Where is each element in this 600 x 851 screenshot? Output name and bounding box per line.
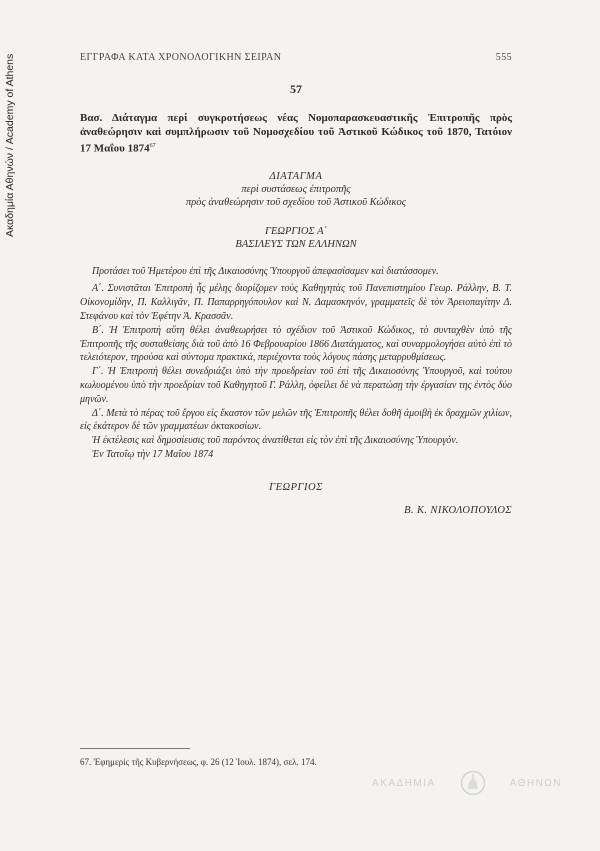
decree-paragraph: Προτάσει τοῦ Ἡμετέρου ἐπὶ τῆς Δικαιοσύνης Ὑπουργοῦ ἀπεφασίσαμεν καὶ διατάσσομεν. [92, 265, 439, 277]
decree-paragraph: Α΄. Συνιστᾶται Ἐπιτροπὴ ἧς μέλης διορίζομεν τοὺς Καθηγητὰς τοῦ Πανεπιστημίου Γεωρ. Ράλλην, Β. Τ. Οἰκονομίδην, Π. Καλλιγᾶν, Π. Παπαρρηγόπουλον καὶ Ν. Δαμασκηνόν, γραμματεῖς δὲ τὸν Ἀρειοπαγίτην Δ. Στεφάνου καὶ τὸν Ἐφέτην Ἀ. Κρασσᾶν. [80, 283, 512, 323]
signature-king: ΓΕΩΡΓΙΟΣ [269, 481, 323, 493]
signature-minister: Β. Κ. ΝΙΚΟΛΟΠΟΥΛΟΣ [404, 504, 512, 516]
watermark-right-word: ΑΘΗΝΩΝ [509, 777, 562, 789]
king-name: ΓΕΩΡΓΙΟΣ Α΄ [264, 225, 328, 237]
decree-date-line: Ἐν Τατοΐῳ τὴν 17 Μαΐου 1874 [92, 449, 214, 461]
archive-side-label: Ακαδημία Αθηνών / Academy of Athens [4, 53, 16, 237]
page-number: 555 [495, 52, 512, 63]
king-title: ΒΑΣΙΛΕΥΣ ΤΩΝ ΕΛΛΗΝΩΝ [235, 238, 357, 250]
decree-paragraph: Β΄. Ἡ Ἐπιτροπὴ αὕτη θέλει ἀναθεωρήσει τὸ σχέδιον τοῦ Ἀστικοῦ Κώδικος, τὸ συνταχθὲν ὑπὸ τῆς Ἐπιτροπῆς τῆς συσταθείσης διὰ τοῦ ἀπὸ 16 Φεβρουαρίου 1866 Διατάγματος, καὶ συναρμολογήσει αὐτὸ ἐπὶ τὸ τελειότερον, τηρούσα καὶ σύντομα πρακτικά, περιέχοντα τοὺς λόγους πάσης μεταρρυθμίσεως. [80, 324, 512, 364]
academy-watermark [372, 768, 562, 798]
footnote-divider [80, 748, 190, 749]
decree-subtitle-line-2: πρὸς ἀναθεώρησιν τοῦ σχεδίου τοῦ Ἀστικοῦ Κώδικος [185, 196, 407, 208]
document-title [80, 111, 512, 156]
document-number: 57 [290, 82, 302, 96]
decree-heading: ΔΙΑΤΑΓΜΑ [269, 170, 323, 182]
document-title-text: Βασ. Διάταγμα περί συγκροτήσεως νέας Νομοπαρασκευαστικῆς Ἐπιτροπῆς πρὸς ἀναθεώρησιν καὶ συμπλήρωσιν τοῦ Νομοσχεδίου τοῦ Ἀστικοῦ Κώδικος τοῦ 1870, Τατόιον 17 Μαΐου 1874 [80, 112, 512, 155]
decree-paragraph: Ἡ ἐκτέλεσις καὶ δημοσίευσις τοῦ παρόντος ἀνατίθεται εἰς τὸν ἐπὶ τῆς Δικαιοσύνης Ὑπουργόν. [92, 435, 459, 447]
footnote-reference: 67 [149, 143, 156, 149]
footnote: 67. Ἐφημερὶς τῆς Κυβερνήσεως, φ. 26 (12 Ἰουλ. 1874), σελ. 174. [80, 757, 317, 767]
decree-subtitle-line-1: περὶ συστάσεως ἐπιτροπῆς [241, 183, 351, 195]
decree-text [80, 265, 512, 462]
decree-paragraph: Δ΄. Μετὰ τὸ πέρας τοῦ ἔργου εἰς ἕκαστον τῶν μελῶν τῆς Ἐπιτροπῆς θέλει δοθῆ ἀμοιβὴ ἐκ δραχμῶν χιλίων, εἰς ἑκάτερον δὲ τῶν γραμματέων ὀκτακοσίων. [80, 407, 512, 433]
decree-paragraph: Γ΄. Ἡ Ἐπιτροπὴ θέλει συνεδριάζει ὑπὸ τὴν προεδρείαν τοῦ ἐπὶ τῆς Δικαιοσύνης Ὑπουργοῦ, καὶ τούτου κωλυομένου ὑπὸ τὴν προεδρίαν τοῦ Καθηγητοῦ Γ. Ράλλη, ὀφείλει δὲ νὰ περατώσῃ τὴν ἐργασίαν της ἐντὸς δύο μηνῶν. [80, 366, 512, 405]
page-header [80, 52, 512, 63]
document-body [80, 82, 512, 516]
watermark-left-word: ΑΚΑΔΗΜΙΑ [372, 777, 436, 789]
athena-seal-icon [460, 770, 486, 796]
running-title: ΕΓΓΡΑΦΑ ΚΑΤΑ ΧΡΟΝΟΛΟΓΙΚΗΝ ΣΕΙΡΑΝ [80, 52, 282, 63]
